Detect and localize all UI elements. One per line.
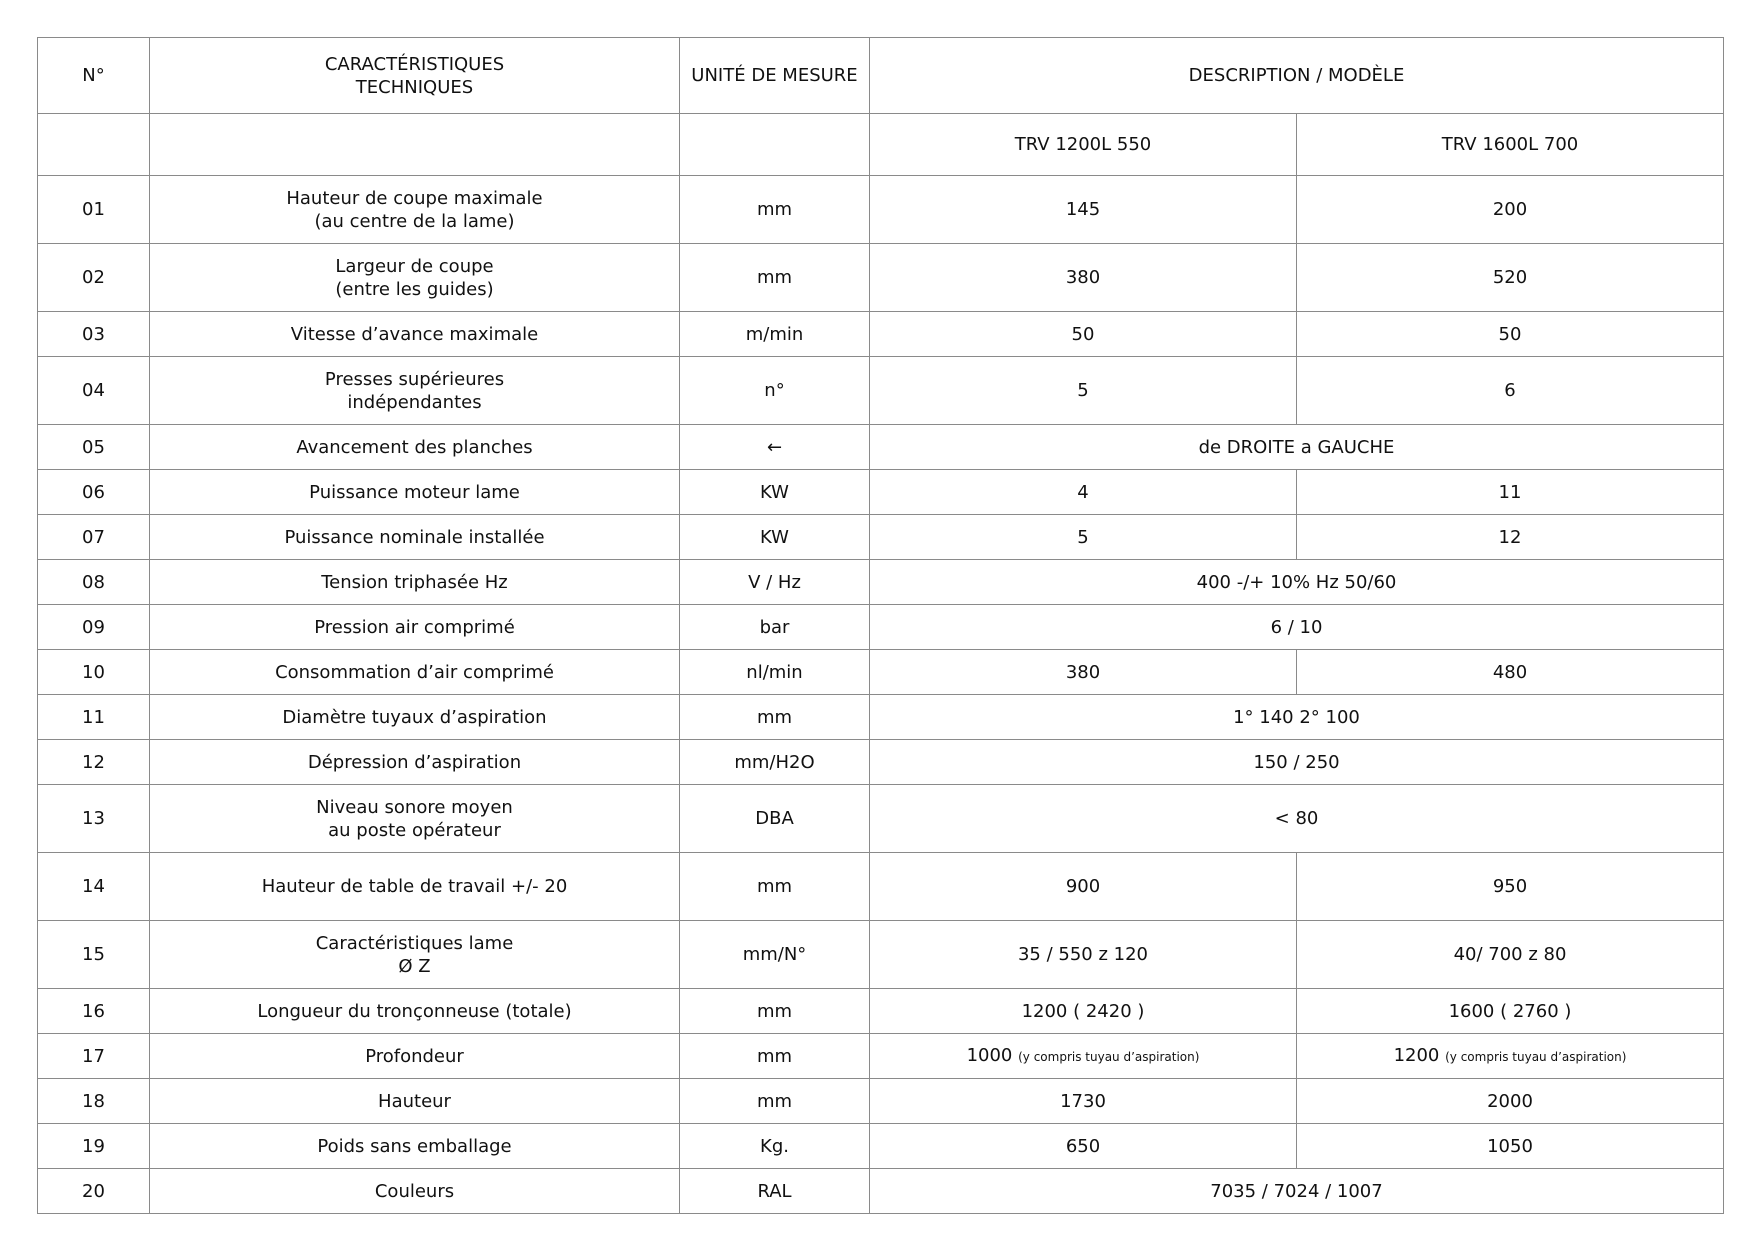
row-number: 09: [38, 605, 150, 650]
characteristic-line1: Longueur du tronçonneuse (totale): [257, 1000, 572, 1022]
characteristic-line1: Hauteur de table de travail +/- 20: [261, 876, 568, 897]
value-text: 1000: [966, 1044, 1013, 1066]
row-characteristic: [150, 244, 680, 312]
row-value-model-a: [870, 470, 1297, 515]
row-unit: mm: [680, 244, 870, 312]
characteristic-line1: Hauteur: [378, 1090, 451, 1112]
characteristic-line1: Hauteur de coupe maximale: [286, 187, 543, 209]
table-row: [38, 921, 1724, 989]
characteristic-line1: Avancement des planches: [296, 436, 533, 458]
characteristic-line1: Pression air comprimé: [314, 616, 515, 638]
table-row: [38, 515, 1724, 560]
row-number: 12: [38, 740, 150, 785]
row-value-model-b: [1297, 176, 1724, 244]
row-value-model-a: [870, 1079, 1297, 1124]
characteristic-line2: au poste opérateur: [328, 819, 501, 841]
row-characteristic: [150, 853, 680, 921]
row-characteristic: [150, 470, 680, 515]
row-value-shared: 1° 140 2° 100: [870, 695, 1724, 740]
row-characteristic: [150, 989, 680, 1034]
model-row-empty-unit: [680, 114, 870, 176]
model-row-empty-no: [38, 114, 150, 176]
row-number: 06: [38, 470, 150, 515]
table-row: [38, 853, 1724, 921]
row-unit: mm/H2O: [680, 740, 870, 785]
characteristic-line1: Profondeur: [365, 1045, 464, 1067]
row-number: 10: [38, 650, 150, 695]
row-unit: mm: [680, 989, 870, 1034]
row-characteristic: [150, 1124, 680, 1169]
row-unit: DBA: [680, 785, 870, 853]
value-text: 380: [1065, 267, 1101, 288]
table-row: [38, 560, 1724, 605]
row-number: 19: [38, 1124, 150, 1169]
value-text: 145: [1065, 199, 1101, 220]
table-row: [38, 1034, 1724, 1079]
value-text: 11: [1498, 481, 1522, 503]
row-value-model-a: [870, 1124, 1297, 1169]
row-value-shared: < 80: [870, 785, 1724, 853]
value-text: 12: [1498, 526, 1522, 548]
row-value-model-b: [1297, 1124, 1724, 1169]
row-characteristic: [150, 560, 680, 605]
table-row: [38, 1124, 1724, 1169]
characteristic-line1: Vitesse d’avance maximale: [290, 323, 539, 345]
row-unit: m/min: [680, 312, 870, 357]
row-unit: RAL: [680, 1169, 870, 1214]
header-description: DESCRIPTION / MODÈLE: [870, 38, 1724, 114]
characteristic-line1: Tension triphasée Hz: [321, 571, 508, 593]
row-value-model-a: [870, 515, 1297, 560]
row-characteristic: [150, 1169, 680, 1214]
value-text: 50: [1498, 323, 1522, 345]
header-no: N°: [38, 38, 150, 114]
model-row: [38, 114, 1724, 176]
characteristic-line1: Puissance moteur lame: [309, 481, 520, 503]
row-characteristic: [150, 1079, 680, 1124]
row-number: 04: [38, 357, 150, 425]
characteristic-line1: Diamètre tuyaux d’aspiration: [282, 706, 547, 728]
value-text: 650: [1065, 1135, 1101, 1157]
value-text: 50: [1071, 323, 1095, 345]
characteristic-line1: Niveau sonore moyen: [316, 796, 513, 818]
value-note: (y compris tuyau d’aspiration): [1018, 1049, 1200, 1064]
row-number: 18: [38, 1079, 150, 1124]
row-characteristic: [150, 785, 680, 853]
value-text: 4: [1077, 481, 1089, 503]
characteristic-line1: Caractéristiques lame: [315, 932, 514, 954]
table-row: [38, 740, 1724, 785]
row-unit: mm: [680, 853, 870, 921]
row-value-model-b: [1297, 515, 1724, 560]
header-characteristics: [150, 38, 680, 114]
row-unit: ←: [680, 425, 870, 470]
header-characteristics-line1: CARACTÉRISTIQUES: [324, 53, 505, 75]
value-text: 2000: [1487, 1090, 1533, 1112]
value-text: 40/ 700 z 80: [1453, 944, 1567, 965]
table-row: [38, 605, 1724, 650]
row-number: 05: [38, 425, 150, 470]
row-value-model-b: [1297, 989, 1724, 1034]
characteristic-line1: Consommation d’air comprimé: [275, 661, 554, 683]
row-value-model-b: [1297, 312, 1724, 357]
row-unit: Kg.: [680, 1124, 870, 1169]
row-value-model-a: [870, 1034, 1297, 1079]
header-row: [38, 38, 1724, 114]
characteristic-line1: Couleurs: [374, 1180, 455, 1202]
row-value-shared: 6 / 10: [870, 605, 1724, 650]
row-number: 11: [38, 695, 150, 740]
row-characteristic: [150, 357, 680, 425]
row-value-shared: 7035 / 7024 / 1007: [870, 1169, 1724, 1214]
row-characteristic: [150, 425, 680, 470]
table-row: [38, 244, 1724, 312]
value-text: 520: [1492, 267, 1528, 288]
row-value-shared: de DROITE a GAUCHE: [870, 425, 1724, 470]
value-text: 480: [1492, 661, 1528, 683]
value-text: 900: [1065, 876, 1101, 897]
row-value-model-b: [1297, 853, 1724, 921]
row-unit: mm: [680, 176, 870, 244]
row-unit: n°: [680, 357, 870, 425]
value-text: 380: [1065, 661, 1101, 683]
table-row: [38, 176, 1724, 244]
row-value-model-a: [870, 176, 1297, 244]
header-characteristics-line2: TECHNIQUES: [355, 76, 474, 98]
row-unit: V / Hz: [680, 560, 870, 605]
value-text: 1050: [1487, 1135, 1533, 1157]
value-note: (y compris tuyau d’aspiration): [1445, 1049, 1627, 1064]
row-value-model-b: [1297, 1034, 1724, 1079]
table-row: [38, 785, 1724, 853]
characteristic-line1: Puissance nominale installée: [284, 526, 545, 548]
row-value-model-a: [870, 921, 1297, 989]
row-value-model-b: [1297, 244, 1724, 312]
characteristic-line2: (au centre de la lame): [314, 210, 515, 232]
row-number: 08: [38, 560, 150, 605]
row-value-model-a: [870, 357, 1297, 425]
row-characteristic: [150, 605, 680, 650]
characteristic-line1: Largeur de coupe: [335, 255, 494, 277]
row-number: 07: [38, 515, 150, 560]
model-b-name: TRV 1600L 700: [1297, 114, 1724, 176]
row-number: 16: [38, 989, 150, 1034]
characteristic-line2: indépendantes: [347, 391, 482, 413]
row-number: 13: [38, 785, 150, 853]
row-unit: mm/N°: [680, 921, 870, 989]
row-characteristic: [150, 921, 680, 989]
characteristic-line1: Presses supérieures: [324, 368, 505, 390]
characteristic-line1: Dépression d’aspiration: [307, 751, 522, 773]
row-value-model-a: [870, 989, 1297, 1034]
specification-table: [37, 37, 1724, 1214]
table-row: [38, 312, 1724, 357]
row-value-model-b: [1297, 921, 1724, 989]
row-value-shared: 150 / 250: [870, 740, 1724, 785]
row-number: 14: [38, 853, 150, 921]
value-text: 35 / 550 z 120: [1017, 944, 1149, 965]
row-unit: mm: [680, 1034, 870, 1079]
characteristic-line2: Ø Z: [398, 955, 431, 977]
value-text: 6: [1504, 380, 1516, 401]
row-number: 17: [38, 1034, 150, 1079]
row-characteristic: [150, 1034, 680, 1079]
row-characteristic: [150, 650, 680, 695]
row-value-model-a: [870, 853, 1297, 921]
row-value-model-b: [1297, 1079, 1724, 1124]
row-unit: KW: [680, 515, 870, 560]
row-characteristic: [150, 515, 680, 560]
characteristic-line2: (entre les guides): [335, 278, 494, 300]
row-characteristic: [150, 695, 680, 740]
row-value-model-a: [870, 312, 1297, 357]
row-characteristic: [150, 740, 680, 785]
row-unit: bar: [680, 605, 870, 650]
row-unit: mm: [680, 1079, 870, 1124]
row-value-model-a: [870, 650, 1297, 695]
table-row: [38, 650, 1724, 695]
row-unit: mm: [680, 695, 870, 740]
model-row-empty-characteristics: [150, 114, 680, 176]
value-text: 1730: [1060, 1090, 1106, 1112]
value-text: 1200 ( 2420 ): [1021, 1000, 1145, 1022]
row-number: 01: [38, 176, 150, 244]
row-value-model-b: [1297, 357, 1724, 425]
row-value-model-b: [1297, 470, 1724, 515]
model-a-name: TRV 1200L 550: [870, 114, 1297, 176]
row-characteristic: [150, 176, 680, 244]
row-value-model-b: [1297, 650, 1724, 695]
row-value-shared: 400 -/+ 10% Hz 50/60: [870, 560, 1724, 605]
value-text: 1200: [1393, 1044, 1440, 1066]
characteristic-line1: Poids sans emballage: [317, 1135, 512, 1157]
row-number: 20: [38, 1169, 150, 1214]
row-number: 15: [38, 921, 150, 989]
table-row: [38, 989, 1724, 1034]
table-row: [38, 470, 1724, 515]
table-row: [38, 695, 1724, 740]
row-number: 03: [38, 312, 150, 357]
row-value-model-a: [870, 244, 1297, 312]
value-text: 950: [1492, 876, 1528, 897]
table-row: [38, 1079, 1724, 1124]
row-number: 02: [38, 244, 150, 312]
value-text: 200: [1492, 199, 1528, 220]
table-row: [38, 425, 1724, 470]
value-text: 1600 ( 2760 ): [1448, 1000, 1572, 1022]
table-row: [38, 357, 1724, 425]
row-unit: nl/min: [680, 650, 870, 695]
value-text: 5: [1077, 526, 1089, 548]
row-unit: KW: [680, 470, 870, 515]
value-text: 5: [1077, 380, 1089, 401]
table-row: [38, 1169, 1724, 1214]
header-unit: UNITÉ DE MESURE: [680, 38, 870, 114]
row-characteristic: [150, 312, 680, 357]
